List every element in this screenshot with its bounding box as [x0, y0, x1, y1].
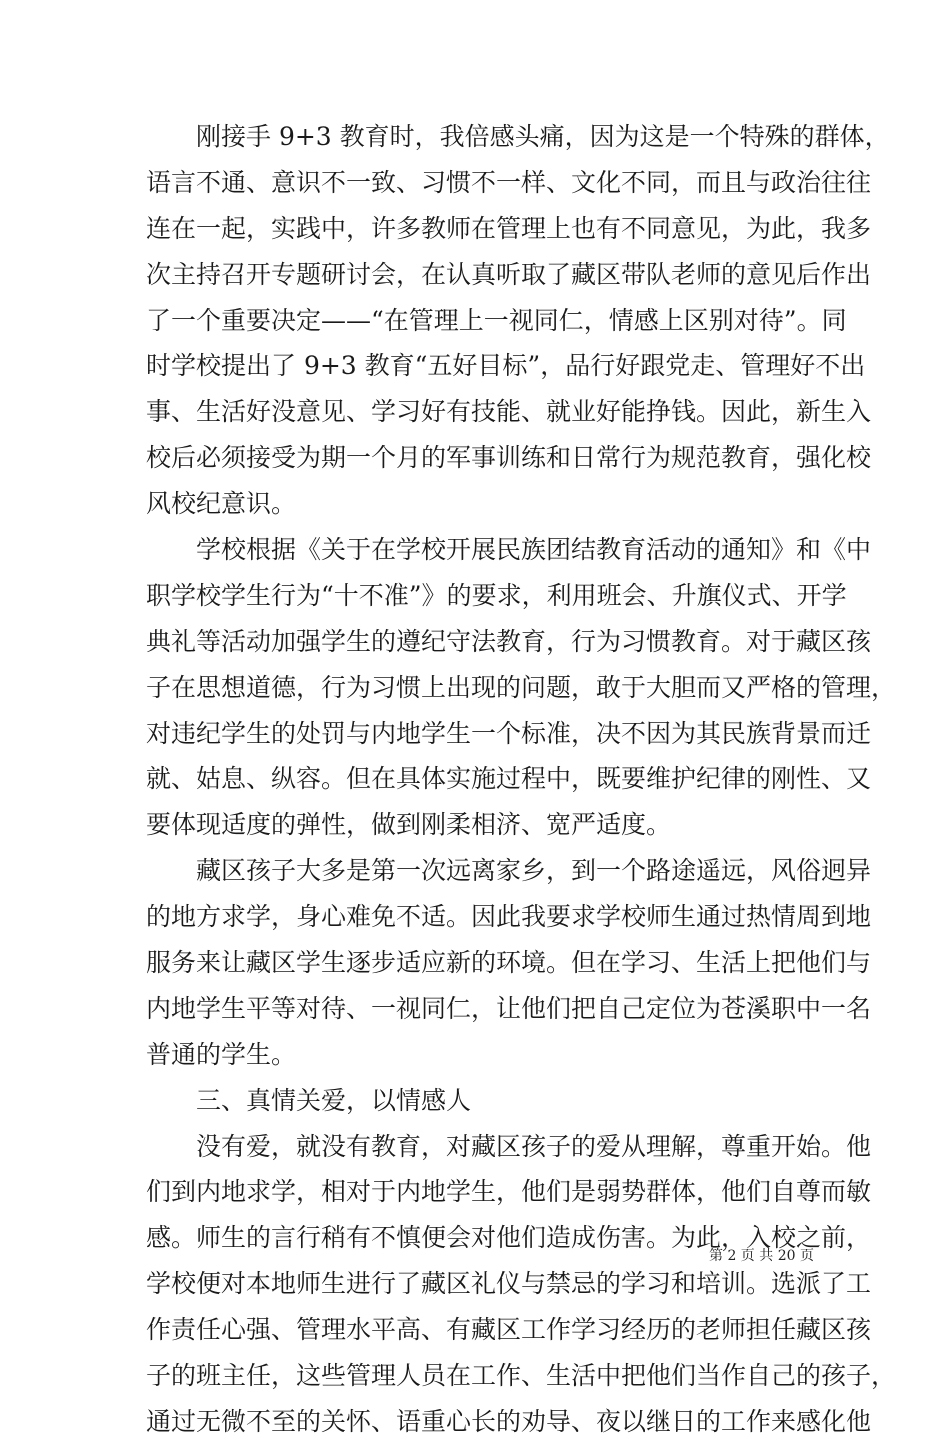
text-line: 事、生活好没意见、学习好有技能、就业好能挣钱。因此，新生入 [146, 397, 872, 427]
page-number: 第 2 页 共 20 页 [709, 1248, 814, 1264]
text-line: 刚接手 9+3 教育时，我倍感头痛，因为这是一个特殊的群体， [196, 122, 890, 151]
paragraph [146, 1124, 897, 1445]
text-line: 通过无微不至的关怀、语重心长的劝导、夜以继日的工作来感化他 [146, 1406, 872, 1436]
section-heading-text: 三、真情关爱，以情感人 [196, 1085, 472, 1115]
text-line: 内地学生平等对待、一视同仁，让他们把自己定位为苍溪职中一名 [146, 993, 872, 1023]
text-line: 了一个重要决定——“在管理上一视同仁，情感上区别对待”。同 [146, 305, 847, 335]
text-line: 子的班主任，这些管理人员在工作、生活中把他们当作自己的孩子， [146, 1361, 897, 1391]
text-line: 感。师生的言行稍有不慎便会对他们造成伤害。为此，入校之前， [146, 1223, 872, 1253]
text-line: 次主持召开专题研讨会，在认真听取了藏区带队老师的意见后作出 [146, 259, 872, 289]
text-line: 就、姑息、纵容。但在具体实施过程中，既要维护纪律的刚性、又 [146, 764, 872, 794]
document-body [146, 114, 897, 1445]
text-line: 风校纪意识。 [146, 489, 297, 519]
text-line: 们到内地求学，相对于内地学生，他们是弱势群体，他们自尊而敏 [146, 1177, 872, 1207]
text-line: 校后必须接受为期一个月的军事训练和日常行为规范教育，强化校 [146, 443, 872, 473]
text-line: 没有爱，就没有教育，对藏区孩子的爱从理解，尊重开始。他 [196, 1131, 872, 1161]
text-line: 语言不通、意识不一致、习惯不一样、文化不同，而且与政治往往 [146, 167, 872, 197]
text-line: 服务来让藏区学生逐步适应新的环境。但在学习、生活上把他们与 [146, 948, 872, 978]
text-line: 普通的学生。 [146, 1039, 297, 1069]
text-line: 子在思想道德，行为习惯上出现的问题，敢于大胆而又严格的管理， [146, 672, 897, 702]
text-line: 对违纪学生的处罚与内地学生一个标准，决不因为其民族背景而迁 [146, 718, 872, 748]
text-line: 连在一起，实践中，许多教师在管理上也有不同意见，为此，我多 [146, 213, 872, 243]
text-line: 职学校学生行为“十不准”》的要求，利用班会、升旗仪式、开学 [146, 580, 847, 610]
text-line: 要体现适度的弹性，做到刚柔相济、宽严适度。 [146, 810, 672, 840]
paragraph [146, 848, 872, 1077]
text-line: 典礼等活动加强学生的遵纪守法教育，行为习惯教育。对于藏区孩 [146, 626, 872, 656]
text-line: 的地方求学，身心难免不适。因此我要求学校师生通过热情周到地 [146, 902, 872, 932]
text-line: 学校根据《关于在学校开展民族团结教育活动的通知》和《中 [196, 535, 872, 565]
section-heading [146, 1078, 806, 1124]
paragraph [146, 527, 897, 848]
text-line: 作责任心强、管理水平高、有藏区工作学习经历的老师担任藏区孩 [146, 1315, 872, 1345]
text-line: 藏区孩子大多是第一次远离家乡，到一个路途遥远，风俗迥异 [196, 856, 872, 886]
text-line: 时学校提出了 9+3 教育“五好目标”，品行好跟党走、管理好不出 [146, 351, 866, 381]
text-line: 学校便对本地师生进行了藏区礼仪与禁忌的学习和培训。选派了工 [146, 1269, 872, 1299]
paragraph [146, 114, 890, 527]
